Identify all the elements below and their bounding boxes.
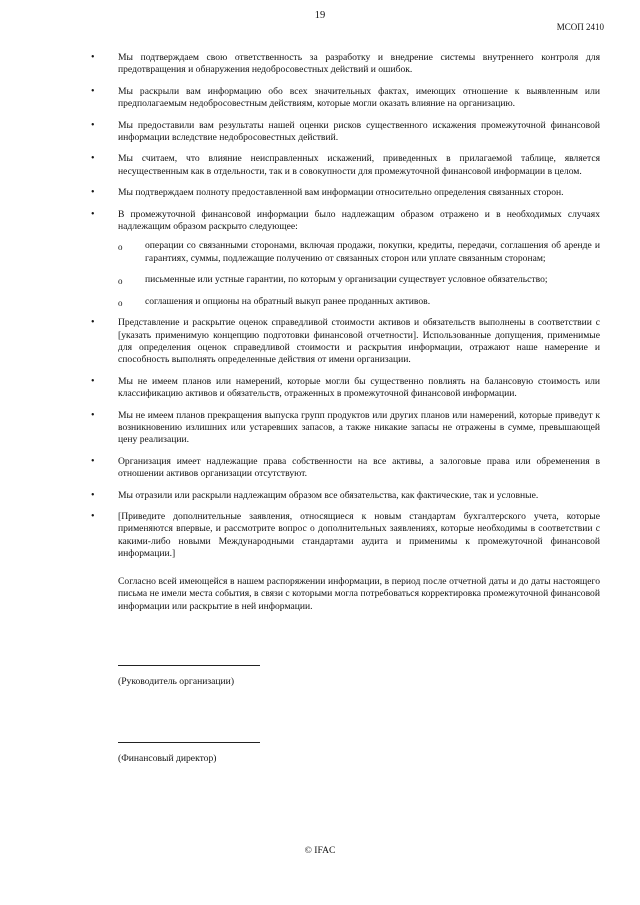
list-item-text: Мы подтверждаем полноту предоставленной вам информации относительно определения связанных сторон.	[118, 187, 564, 199]
list-item-text: Мы подтверждаем свою ответственность за разработку и внедрение системы внутреннего контроля для предотвращения и обнаружения недобросовестных действий и ошибок.	[118, 52, 600, 76]
list-item-text: Мы не имеем планов или намерений, которые могли бы существенно повлиять на балансовую стоимость или классификацию активов и обязательств, отраженных в промежуточной финансовой информации.	[118, 375, 600, 400]
list-item	[91, 489, 600, 502]
list-item-text: Представление и раскрытие оценок справедливой стоимости активов и обязательств выполнены в соответствии с [указать применимую концепцию подготовки финансовой отчетности]. Использованные допущения, применимые для определения оценок справедливой стоимости и раскрытия информации, отражают наше намерение и способность выполнять определенные действия от имени организации.	[118, 317, 600, 366]
sub-list-item-text: соглашения и опционы на обратный выкуп ранее проданных активов.	[145, 295, 431, 307]
bullet-icon: •	[91, 208, 95, 220]
list-item-text: Мы отразили или раскрыли надлежащим образом все обязательства, как фактические, так и условные.	[118, 489, 539, 501]
sub-list-item	[118, 240, 600, 265]
signature-line-cfo	[118, 742, 260, 743]
sub-list	[118, 240, 600, 308]
bullet-icon: •	[91, 85, 95, 97]
sub-bullet-icon: o	[118, 276, 123, 287]
list-item	[91, 153, 600, 178]
bullet-icon: •	[91, 375, 95, 387]
list-item	[91, 317, 600, 367]
bullet-icon: •	[91, 409, 95, 421]
bullet-icon: •	[91, 153, 95, 165]
sub-bullet-icon: o	[118, 297, 123, 308]
list-item	[91, 85, 600, 111]
list-item	[91, 52, 600, 77]
list-item-text: Организация имеет надлежащие права собственности на все активы, а залоговые права или обременения в отношении активов организации отсутствуют.	[118, 455, 600, 480]
list-item	[91, 187, 600, 199]
list-item	[91, 208, 600, 308]
list-item	[91, 455, 600, 481]
sub-bullet-icon: o	[118, 242, 123, 253]
bullet-icon: •	[91, 317, 95, 329]
sub-list-item	[118, 274, 600, 287]
list-item	[91, 510, 600, 561]
sub-list-item-text: письменные или устные гарантии, по которым у организации существует условное обязательство;	[145, 274, 548, 286]
signature-line-head	[118, 665, 260, 666]
list-item	[91, 375, 600, 401]
signature-label-cfo: (Финансовый директор)	[118, 753, 217, 764]
document-code: МСОП 2410	[556, 22, 604, 32]
list-item-text: [Приведите дополнительные заявления, относящиеся к новым стандартам бухгалтерского учета, которые применяются впервые, и рассмотрите вопрос о дополнительных заявлениях, которые необходимы в соответствии с какими-либо новыми Международными стандартами аудита и применимы к промежуточной финансовой информации.]	[118, 510, 600, 560]
list-item-text: Мы не имеем планов прекращения выпуска групп продуктов или других планов или намерений, которые приведут к возникновению излишних или устаревших запасов, а также никакие запасы не отражены в сумме, превышающей цену реализации.	[118, 409, 600, 446]
bullet-icon: •	[91, 52, 95, 63]
page-number: 19	[314, 10, 326, 21]
signature-label-head: (Руководитель организации)	[118, 676, 235, 687]
list-item-text: Мы считаем, что влияние неисправленных искажений, приведенных в прилагаемой таблице, является несущественным как в отдельности, так и в совокупности для промежуточной финансовой информации в целом.	[118, 153, 600, 177]
list-item-text: Мы предоставили вам результаты нашей оценки рисков существенного искажения промежуточной финансовой информации вследствие недобросовестных действий.	[118, 119, 600, 144]
sub-list-item	[118, 295, 600, 308]
representation-list	[91, 52, 600, 570]
closing-paragraph: Согласно всей имеющейся в нашем распоряжении информации, в период после отчетной даты и до даты настоящего письма не имели места события, в связи с которыми могла потребоваться корректировка промежуточной финансовой информации или раскрытие в ней информации.	[118, 576, 600, 612]
bullet-icon: •	[91, 510, 95, 522]
list-item-text: В промежуточной финансовой информации было надлежащим образом отражено и в необходимых случаях надлежащим образом раскрыто следующее:	[118, 208, 600, 233]
sub-list-item-text: операции со связанными сторонами, включая продажи, покупки, кредиты, передачи, соглашения об аренде и гарантиях, суммы, подлежащие получению от связанных сторон или уплате связанным сторонам;	[145, 240, 600, 264]
footer-copyright: © IFAC	[304, 845, 336, 856]
list-item	[91, 409, 600, 447]
bullet-icon: •	[91, 187, 95, 199]
bullet-icon: •	[91, 489, 95, 501]
bullet-icon: •	[91, 455, 95, 467]
bullet-icon: •	[91, 119, 95, 131]
list-item-text: Мы раскрыли вам информацию обо всех значительных фактах, имеющих отношение к выявленным или предполагаемым недобросовестным действиям, которые могли оказать влияние на организацию.	[118, 85, 600, 110]
list-item	[91, 119, 600, 145]
